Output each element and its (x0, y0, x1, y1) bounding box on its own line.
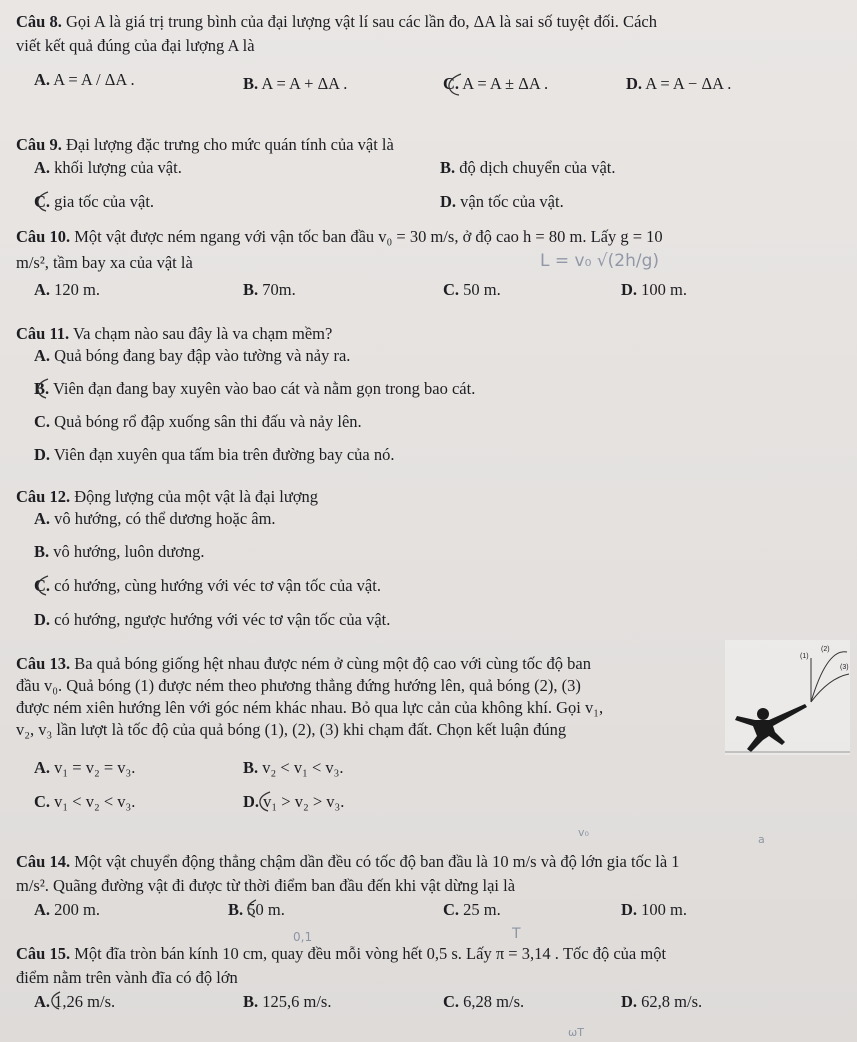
handwritten-note: 0,1 (293, 930, 313, 944)
figure-label-3: (3) (840, 664, 849, 671)
q15-option-a[interactable]: A. 1,26 m/s. (34, 992, 116, 1011)
q11-line1: Câu 11. Va chạm nào sau đây là va chạm mềm? (16, 324, 333, 343)
answer-mark-icon (244, 897, 260, 919)
q10-option-c[interactable]: C. 50 m. (443, 280, 501, 299)
q9-option-c[interactable]: C. gia tốc của vật. (34, 192, 155, 211)
q14-line2: m/s². Quãng đường vật đi được từ thời điểm ban đầu đến khi vật dừng lại là (16, 876, 516, 895)
q15-line1: Câu 15. Một đĩa tròn bán kính 10 cm, quay đều mỗi vòng hết 0,5 s. Lấy π = 3,14 . Tốc độ của một (16, 944, 667, 963)
q9-option-d[interactable]: D. vận tốc của vật. (440, 192, 564, 211)
q13-option-a[interactable]: A. v₁ = v₂ = v₃. (34, 758, 136, 777)
q8-option-b[interactable]: B. A = A + ΔA . (243, 74, 348, 93)
q15-line2: điểm nằm trên vành đĩa có độ lớn (16, 968, 238, 987)
q9-option-a[interactable]: A. khối lượng của vật. (34, 158, 182, 177)
q14-line1: Câu 14. Một vật chuyển động thẳng chậm dần đều có tốc độ ban đầu là 10 m/s và độ lớn gia tốc là 1 (16, 852, 680, 871)
q9-line1: Câu 9. Đại lượng đặc trưng cho mức quán tính của vật là (16, 135, 394, 154)
q14-option-b[interactable]: B. 50 m. (228, 900, 285, 919)
q10-option-a[interactable]: A. 120 m. (34, 280, 101, 299)
q8-line2: viết kết quả đúng của đại lượng A là (16, 36, 255, 55)
q8-option-a[interactable]: A. A = A / ΔA . (34, 70, 135, 89)
q10-option-d[interactable]: D. 100 m. (621, 280, 688, 299)
q11-option-d[interactable]: D. Viên đạn xuyên qua tấm bia trên đường bay của nó. (34, 445, 395, 464)
q15-option-b[interactable]: B. 125,6 m/s. (243, 992, 332, 1011)
q15-option-d[interactable]: D. 62,8 m/s. (621, 992, 703, 1011)
throw-figure (725, 640, 850, 755)
figure-label-1: (1) (800, 653, 809, 660)
q13-line2: đầu v₀. Quả bóng (1) được ném theo phương thẳng đứng hướng lên, quả bóng (2), (3) (16, 676, 581, 695)
q12-line1: Câu 12. Động lượng của một vật là đại lượng (16, 487, 319, 506)
q13-option-d[interactable]: D. v₁ > v₂ > v₃. (243, 792, 345, 811)
q10-line2: m/s², tầm bay xa của vật là (16, 253, 193, 272)
q14-option-a[interactable]: A. 200 m. (34, 900, 101, 919)
handwritten-note: L = v₀ √(2h/g) (540, 251, 660, 271)
handwritten-note: a (758, 833, 765, 846)
q11-option-c[interactable]: C. Quả bóng rổ đập xuống sân thi đấu và nảy lên. (34, 412, 362, 431)
q14-option-c[interactable]: C. 25 m. (443, 900, 501, 919)
q11-option-a[interactable]: A. Quả bóng đang bay đập vào tường và nảy ra. (34, 346, 351, 365)
q12-option-b[interactable]: B. vô hướng, luôn dương. (34, 542, 205, 561)
handwritten-note: ωT (568, 1026, 584, 1039)
answer-mark-icon (256, 789, 274, 813)
answer-mark-icon (445, 71, 465, 97)
q8-line1: Câu 8. Gọi A là giá trị trung bình của đại lượng vật lí sau các lần đo, ΔA là sai số tuyệt đối. Cách (16, 12, 657, 31)
q13-line4: v₂, v₃ lần lượt là tốc độ của quả bóng (1), (2), (3) khi chạm đất. Chọn kết luận đúng (16, 720, 567, 739)
answer-mark-icon (34, 376, 52, 400)
q10-line1: Câu 10. Một vật được ném ngang với vận tốc ban đầu v₀ = 30 m/s, ở độ cao h = 80 m. Lấy g = 10 (16, 227, 663, 246)
q10-option-b[interactable]: B. 70m. (243, 280, 296, 299)
q13-option-c[interactable]: C. v₁ < v₂ < v₃. (34, 792, 136, 811)
q12-option-a[interactable]: A. vô hướng, có thể dương hoặc âm. (34, 509, 276, 528)
q15-option-c[interactable]: C. 6,28 m/s. (443, 992, 525, 1011)
answer-mark-icon (34, 573, 52, 597)
q14-option-d[interactable]: D. 100 m. (621, 900, 688, 919)
q12-option-c[interactable]: C. có hướng, cùng hướng với véc tơ vận tốc của vật. (34, 576, 381, 595)
answer-mark-icon (48, 989, 64, 1011)
q8-option-c[interactable]: C. A = A ± ΔA . (443, 74, 549, 93)
q8-option-d[interactable]: D. A = A − ΔA . (626, 74, 732, 93)
handwritten-note: v₀ (578, 826, 589, 839)
figure-label-2: (2) (821, 646, 830, 653)
q13-line1: Câu 13. Ba quả bóng giống hệt nhau được ném ở cùng một độ cao với cùng tốc độ ban (16, 654, 591, 673)
q11-option-b[interactable]: B. Viên đạn đang bay xuyên vào bao cát và nằm gọn trong bao cát. (34, 379, 476, 398)
q13-line3: được ném xiên hướng lên với góc ném khác nhau. Bỏ qua lực cản của không khí. Gọi v₁, (16, 698, 604, 717)
q12-option-d[interactable]: D. có hướng, ngược hướng với véc tơ vận tốc của vật. (34, 610, 391, 629)
answer-mark-icon (34, 189, 52, 213)
q13-option-b[interactable]: B. v₂ < v₁ < v₃. (243, 758, 344, 777)
q9-option-b[interactable]: B. độ dịch chuyển của vật. (440, 158, 616, 177)
handwritten-note: T (512, 926, 521, 942)
